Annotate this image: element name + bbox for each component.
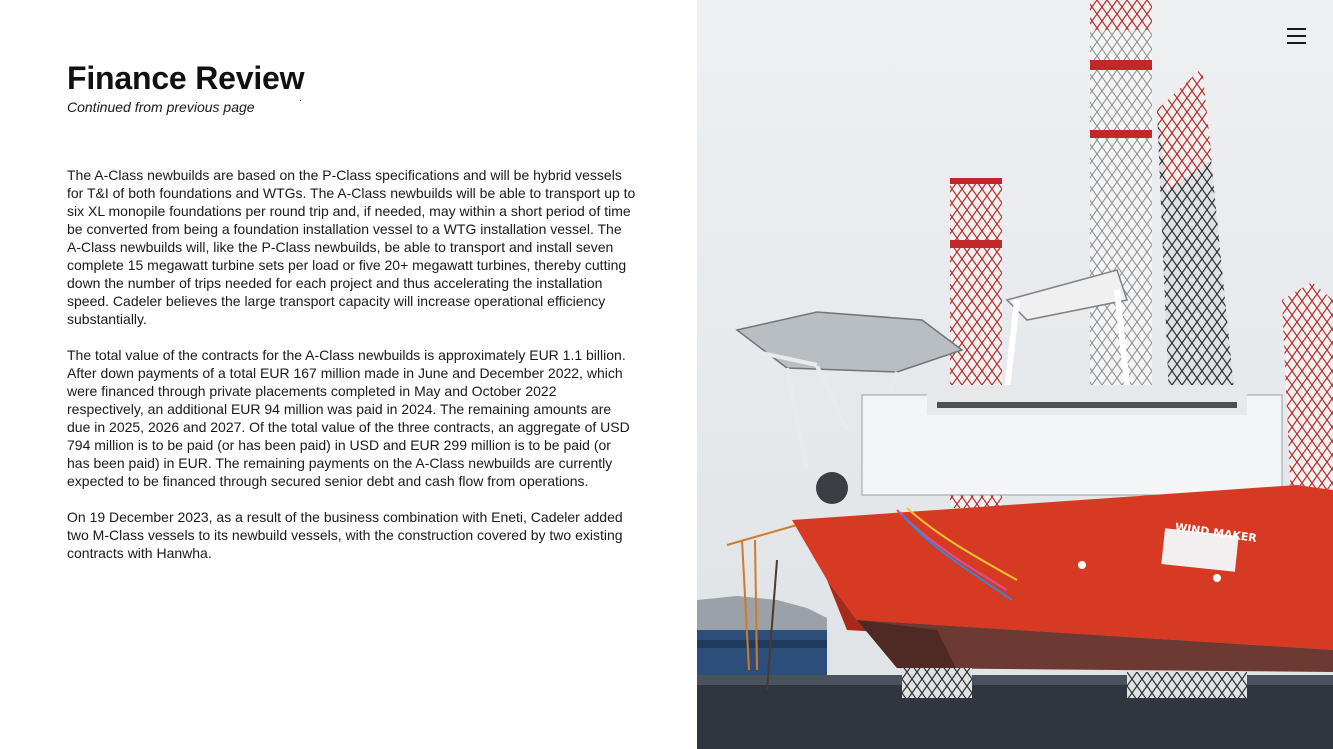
paragraph-m-class: On 19 December 2023, as a result of the business combination with Eneti, Cadeler added two M-Class vessels to its newbuild vessels, with the construction covered by two existing contracts with Hanwha. xyxy=(67,509,623,561)
hamburger-menu-button[interactable] xyxy=(1286,26,1308,46)
hull-name: WIND MAKER xyxy=(1174,520,1258,545)
body-text xyxy=(67,166,637,580)
vessel-photo xyxy=(697,0,1333,749)
page-title: Finance Review xyxy=(67,60,305,96)
paragraph-a-class-specs: The A-Class newbuilds are based on the P-Class specifications and will be hybrid vessels for T&I of both foundations and WTGs. The A-Class newbuilds will be able to transport up to six XL monopile foundations per round trip and, if needed, may within a short period of time be converted from being a foundation installation vessel to a WTG installation vessel. The A-Class newbuilds will, like the P-Class newbuilds, be able to transport and install seven complete 15 megawatt turbine sets per load or five 20+ megawatt turbines, thereby cutting down the number of trips needed for each project and thus accelerating the installation speed. Cadeler believes the large transport capacity will increase operational efficiency substantially. xyxy=(67,167,636,327)
page-subtitle: Continued from previous page xyxy=(67,99,255,115)
decorative-dot xyxy=(300,100,301,101)
paragraph-contract-value: The total value of the contracts for the A-Class newbuilds is approximately EUR 1.1 billion. After down payments of a total EUR 167 million made in June and December 2022, which were financed through private placements completed in May and October 2022 respectively, an additional EUR 94 million was paid in 2024. The remaining amounts are due in 2025, 2026 and 2027. Of the total value of the three contracts, an aggregate of USD 794 million is to be paid (or has been paid) in USD and EUR 299 million is to be paid (or has been paid) in EUR. The remaining payments on the A-Class newbuilds are currently expected to be financed through secured senior debt and cash flow from operations. xyxy=(67,347,630,489)
